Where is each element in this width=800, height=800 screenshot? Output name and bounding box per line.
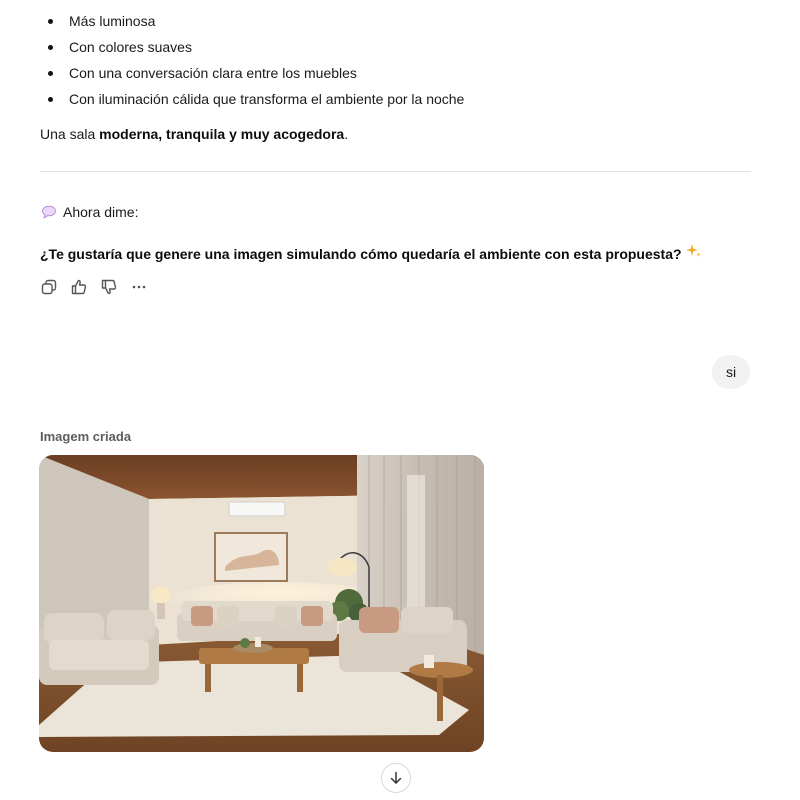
scroll-to-bottom-button[interactable] xyxy=(381,763,411,793)
section-divider xyxy=(40,171,751,172)
summary-suffix: . xyxy=(344,126,349,142)
arrow-down-icon xyxy=(389,771,403,785)
copy-icon xyxy=(40,278,58,296)
thumbs-up-icon xyxy=(70,278,88,296)
more-options-button[interactable] xyxy=(128,276,150,298)
prompt-text: Ahora dime: xyxy=(63,204,139,220)
user-message-bubble: si xyxy=(712,355,750,389)
sparkles-icon xyxy=(686,243,702,264)
bullet-item: Con una conversación clara entre los muebles xyxy=(40,62,760,88)
response-bullet-list xyxy=(40,10,760,114)
thumbs-down-icon xyxy=(100,278,118,296)
bullet-item: Con iluminación cálida que transforma el ambiente por la noche xyxy=(40,88,760,114)
more-icon xyxy=(130,278,148,296)
summary-bold: moderna, tranquila y muy acogedora xyxy=(99,126,345,142)
bullet-item: Más luminosa xyxy=(40,10,760,36)
response-actions xyxy=(38,276,150,298)
response-summary xyxy=(40,124,348,144)
thumbs-up-button[interactable] xyxy=(68,276,90,298)
speech-bubble-icon xyxy=(41,204,57,220)
summary-prefix: Una sala xyxy=(40,126,100,142)
question-text: ¿Te gustaría que genere una imagen simulando cómo quedaría el ambiente con esta propuesta? xyxy=(40,245,682,262)
bullet-item: Con colores suaves xyxy=(40,36,760,62)
copy-button[interactable] xyxy=(38,276,60,298)
prompt-line xyxy=(41,202,138,222)
image-caption: Imagem criada xyxy=(40,429,132,444)
generated-image[interactable] xyxy=(39,455,484,752)
living-room-picture xyxy=(39,455,484,752)
thumbs-down-button[interactable] xyxy=(98,276,120,298)
question-text-row xyxy=(40,243,702,264)
